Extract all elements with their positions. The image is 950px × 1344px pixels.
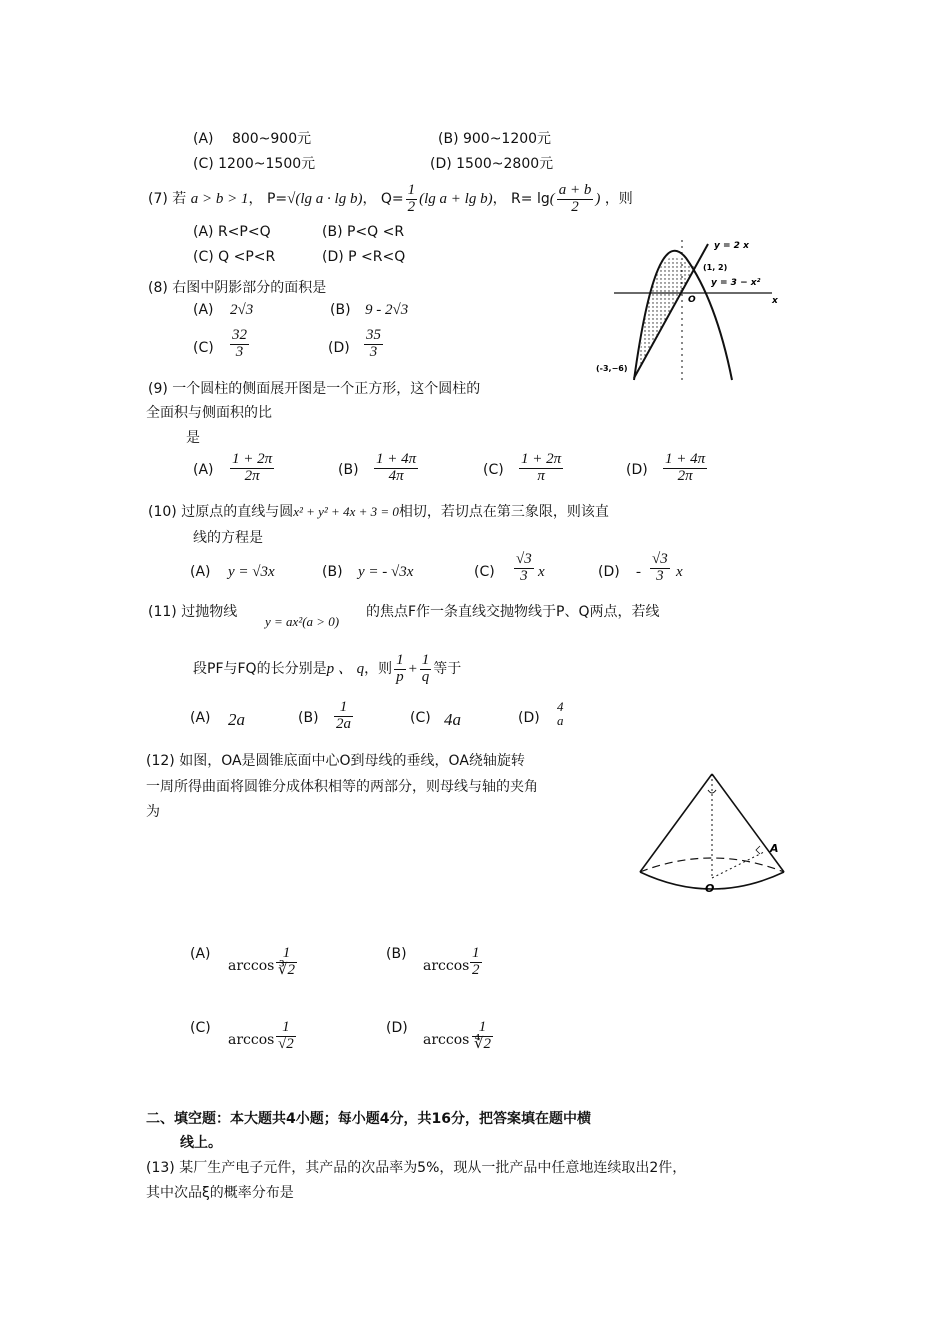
- q8-c-label: (C): [193, 340, 214, 356]
- q8-figure: [596, 230, 786, 390]
- q11-c-label: (C): [410, 710, 431, 726]
- q6-option-b: (B) 900~1200元: [438, 131, 552, 147]
- q11-a-value: 2a: [228, 710, 245, 729]
- q7-option-b: (B) P<Q <R: [322, 224, 405, 240]
- q9-b-frac: $\frac{1 + 4\pi}{4\pi}$: [376, 451, 417, 484]
- label-line2: y = 3 − x²: [711, 278, 761, 288]
- label-o: O: [705, 882, 715, 895]
- q12-b-fn: arccos: [423, 958, 470, 974]
- q12-c-frac: $\frac{1}{√2}$: [278, 1019, 294, 1052]
- q8-b-label: (B): [330, 302, 351, 318]
- cone-left-edge: [640, 774, 712, 872]
- q10-d-frac: $\frac{√3}{3}$: [652, 551, 668, 584]
- q11-b-frac: $\frac{1}{2a}$: [336, 699, 351, 732]
- q9-line3: 是: [186, 430, 200, 446]
- label-line1: y = 2 x: [714, 241, 749, 251]
- section2-title2: 线上。: [180, 1135, 222, 1151]
- label-origin: O: [688, 295, 696, 305]
- q9-line1: (9) 一个圆柱的侧面展开图是一个正方形，这个圆柱的: [148, 381, 481, 397]
- q10-line1a: (10) 过原点的直线与圆: [148, 504, 294, 520]
- q11-a-label: (A): [190, 710, 211, 726]
- q12-a-fn: arccos: [228, 958, 275, 974]
- q10-line1: [148, 501, 609, 521]
- q12-d-fn: arccos: [423, 1032, 470, 1048]
- label-point1: (1, 2): [703, 263, 728, 272]
- q7-p-label: P=: [266, 191, 288, 207]
- segment-oa: [712, 852, 764, 878]
- q12-line3: 为: [146, 804, 160, 820]
- label-x: x: [772, 296, 778, 306]
- q10-a-value: y = √3x: [228, 564, 275, 580]
- q8-a-value: 2√3: [230, 302, 254, 318]
- q11-line2b: ，则: [364, 661, 393, 677]
- q7-option-a: (A) R<P<Q: [193, 224, 271, 240]
- q12-cone-figure: [632, 766, 792, 901]
- q12-c-fn: arccos: [228, 1032, 275, 1048]
- q9-d-frac: $\frac{1 + 4\pi}{2\pi}$: [665, 451, 706, 484]
- q8-c-frac: $\frac{32}{3}$: [232, 327, 247, 360]
- q11-line2: [193, 650, 461, 688]
- q7-stem: (7) 若 a > b > 1， P=√(lg a · lg b)， Q= $\frac{1}{2}$ (lg a + lg b)， R= lg( $\frac{a + b}{2}$ ) ，则: [148, 181, 633, 215]
- q7-option-d: (D) P <R<Q: [322, 249, 406, 265]
- q7-p-expr: √(lg a · lg b): [287, 191, 363, 207]
- q12-b-frac: $\frac{1}{2}$: [472, 945, 480, 978]
- q11-line1a: (11) 过抛物线: [148, 604, 238, 620]
- q12-a-frac: $\frac{1}{∛2}$: [278, 945, 296, 978]
- q12-d-label: (D): [386, 1020, 408, 1036]
- label-a: A: [770, 842, 779, 855]
- q7-q-expr: (lg a + lg b): [419, 191, 493, 207]
- q12-a-label: (A): [190, 946, 211, 962]
- q9-c-label: (C): [483, 462, 504, 478]
- q11-d-label: (D): [518, 710, 540, 726]
- q9-line2: 全面积与侧面积的比: [146, 405, 272, 421]
- q8-stem: (8) 右图中阴影部分的面积是: [148, 280, 327, 296]
- q7-suffix: ，则: [604, 191, 633, 207]
- q7-condition: a > b > 1: [190, 191, 249, 207]
- q10-b-value: y = - √3x: [358, 564, 414, 580]
- section2-title: 二、填空题：本大题共4小题；每小题4分，共16分，把答案填在题中横: [146, 1111, 591, 1127]
- q8-a-label: (A): [193, 302, 214, 318]
- q10-a-label: (A): [190, 564, 211, 580]
- cone-right-edge: [712, 774, 784, 872]
- q8-b-value: 9 - 2√3: [365, 302, 409, 318]
- q8-d-label: (D): [328, 340, 350, 356]
- q11-frac1: $\frac{1}{p}$: [396, 651, 404, 685]
- q11-line2c: 等于: [433, 661, 462, 677]
- q10-d-sign: -: [636, 564, 641, 580]
- q12-line1: (12) 如图，OA是圆锥底面中心O到母线的垂线，OA绕轴旋转: [146, 753, 525, 769]
- q10-d-label: (D): [598, 564, 620, 580]
- q10-line2: 线的方程是: [193, 530, 263, 546]
- q11-d-frac: 4 a: [557, 699, 564, 728]
- q12-d-frac: $\frac{1}{∜2}$: [474, 1019, 492, 1052]
- q10-c-label: (C): [474, 564, 495, 580]
- q10-equation: x² + y² + 4x + 3 = 0: [293, 504, 399, 519]
- right-angle-mark: [756, 846, 760, 854]
- q9-a-frac: $\frac{1 + 2\pi}{2\pi}$: [232, 451, 273, 484]
- q9-c-frac: $\frac{1 + 2\pi}{\pi}$: [521, 451, 562, 484]
- q7-r-label: R= lg: [511, 191, 550, 207]
- q13-line1: (13) 某厂生产电子元件，其产品的次品率为5%，现从一批产品中任意地连续取出2件，: [146, 1160, 687, 1176]
- q6-option-c: (C) 1200~1500元: [193, 156, 316, 172]
- q10-line1b: 相切，若切点在第三象限，则该直: [398, 504, 609, 520]
- q10-b-label: (B): [322, 564, 343, 580]
- q12-line2: 一周所得曲面将圆锥分成体积相等的两部分，则母线与轴的夹角: [146, 779, 538, 795]
- q9-a-label: (A): [193, 462, 214, 478]
- q9-d-label: (D): [626, 462, 648, 478]
- q8-d-frac: $\frac{35}{3}$: [366, 327, 381, 360]
- q11-plus: +: [407, 661, 418, 677]
- q10-c-frac: $\frac{√3}{3}$: [516, 551, 532, 584]
- q10-d-var: x: [676, 564, 683, 580]
- q10-c-var: x: [538, 564, 545, 580]
- q11-line1b: 的焦点F作一条直线交抛物线于P、Q两点，若线: [366, 604, 660, 620]
- q7-prefix: (7) 若: [148, 191, 187, 207]
- q7-option-c: (C) Q <P<R: [193, 249, 276, 265]
- q11-pq: p 、 q: [326, 661, 365, 677]
- q6-option-d: (D) 1500~2800元: [430, 156, 554, 172]
- q12-c-label: (C): [190, 1020, 211, 1036]
- q11-frac2: $\frac{1}{q}$: [421, 651, 430, 685]
- q11-b-label: (B): [298, 710, 319, 726]
- label-point2: (-3,−6): [596, 364, 628, 373]
- q7-q-label: Q=: [380, 191, 404, 207]
- q12-b-label: (B): [386, 946, 407, 962]
- q11-line2a: 段PF与FQ的长分别是: [193, 661, 327, 677]
- q6-option-a: (A) 800~900元: [193, 131, 312, 147]
- q11-c-value: 4a: [444, 710, 461, 729]
- q9-b-label: (B): [338, 462, 359, 478]
- q11-equation: y = ax²(a > 0): [265, 614, 340, 629]
- q13-line2: 其中次品ξ的概率分布是: [146, 1185, 294, 1201]
